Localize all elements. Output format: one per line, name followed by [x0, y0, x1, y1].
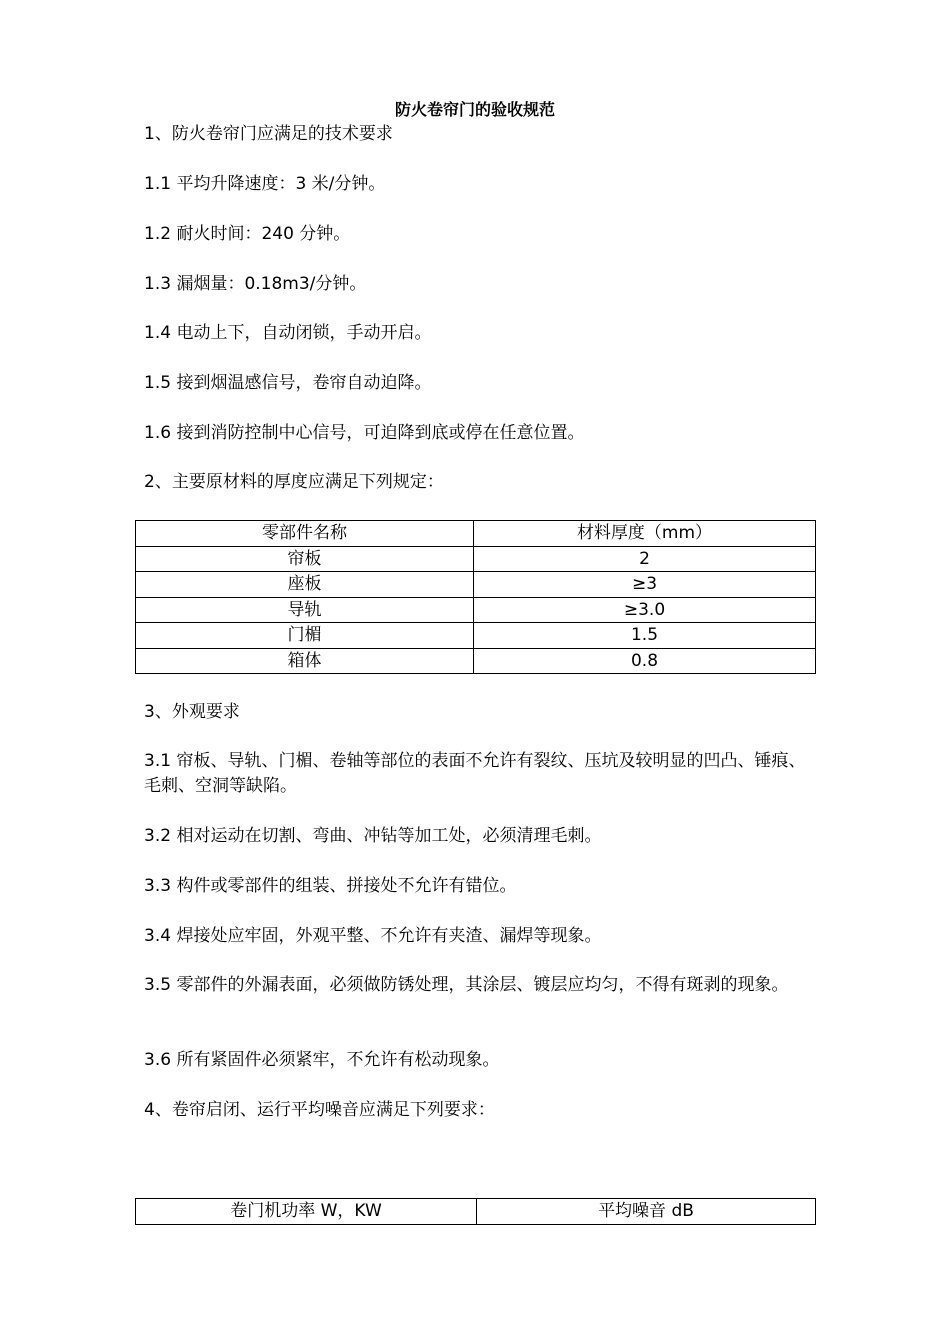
table-cell: 帘板 [136, 546, 474, 572]
section-4-heading: 4、卷帘启闭、运行平均噪音应满足下列要求： [144, 1100, 495, 1120]
item-3-1: 3.1 帘板、导轨、门楣、卷轴等部位的表面不允许有裂纹、压坑及较明显的凹凸、锤痕、毛刺、空洞等缺陷。 [144, 751, 806, 796]
table-cell: 座板 [136, 572, 474, 598]
item-1-5: 1.5 接到烟温感信号，卷帘自动迫降。 [144, 373, 432, 393]
section-2-heading: 2、主要原材料的厚度应满足下列规定： [144, 472, 444, 492]
table-row [136, 623, 816, 649]
table-cell: ≥3.0 [474, 597, 816, 623]
item-3-3: 3.3 构件或零部件的组装、拼接处不允许有错位。 [144, 876, 517, 896]
noise-table [135, 1198, 816, 1225]
item-3-2: 3.2 相对运动在切割、弯曲、冲钻等加工处，必须清理毛刺。 [144, 826, 602, 846]
item-1-3: 1.3 漏烟量：0.18m3/分钟。 [144, 274, 367, 294]
table-cell: 导轨 [136, 597, 474, 623]
table-cell: 2 [474, 546, 816, 572]
table-row [136, 546, 816, 572]
item-3-4: 3.4 焊接处应牢固，外观平整、不允许有夹渣、漏焊等现象。 [144, 926, 602, 946]
item-1-6: 1.6 接到消防控制中心信号，可迫降到底或停在任意位置。 [144, 423, 585, 443]
table-header-row [136, 521, 816, 547]
table-header-cell: 零部件名称 [136, 521, 474, 547]
material-thickness-table [135, 520, 816, 674]
section-3-heading: 3、外观要求 [144, 702, 240, 722]
table-header-row [136, 1199, 816, 1225]
item-3-5: 3.5 零部件的外漏表面，必须做防锈处理，其涂层、镀层应均匀，不得有斑剥的现象。 [144, 975, 789, 995]
table-cell: 1.5 [474, 623, 816, 649]
table-cell: ≥3 [474, 572, 816, 598]
table-row [136, 572, 816, 598]
table-header-cell: 材料厚度（mm） [474, 521, 816, 547]
item-1-2: 1.2 耐火时间：240 分钟。 [144, 224, 351, 244]
table-cell: 箱体 [136, 648, 474, 674]
table-cell: 门楣 [136, 623, 474, 649]
table-header-cell: 平均噪音 dB [477, 1199, 816, 1225]
item-3-6: 3.6 所有紧固件必须紧牢，不允许有松动现象。 [144, 1050, 500, 1070]
item-1-1: 1.1 平均升降速度：3 米/分钟。 [144, 174, 386, 194]
document-title: 防火卷帘门的验收规范 [394, 100, 555, 119]
table-cell: 0.8 [474, 648, 816, 674]
section-1-heading: 1、防火卷帘门应满足的技术要求 [144, 124, 393, 144]
table-header-cell: 卷门机功率 W，KW [136, 1199, 477, 1225]
table-row [136, 648, 816, 674]
item-1-4: 1.4 电动上下，自动闭锁，手动开启。 [144, 323, 432, 343]
table-row [136, 597, 816, 623]
